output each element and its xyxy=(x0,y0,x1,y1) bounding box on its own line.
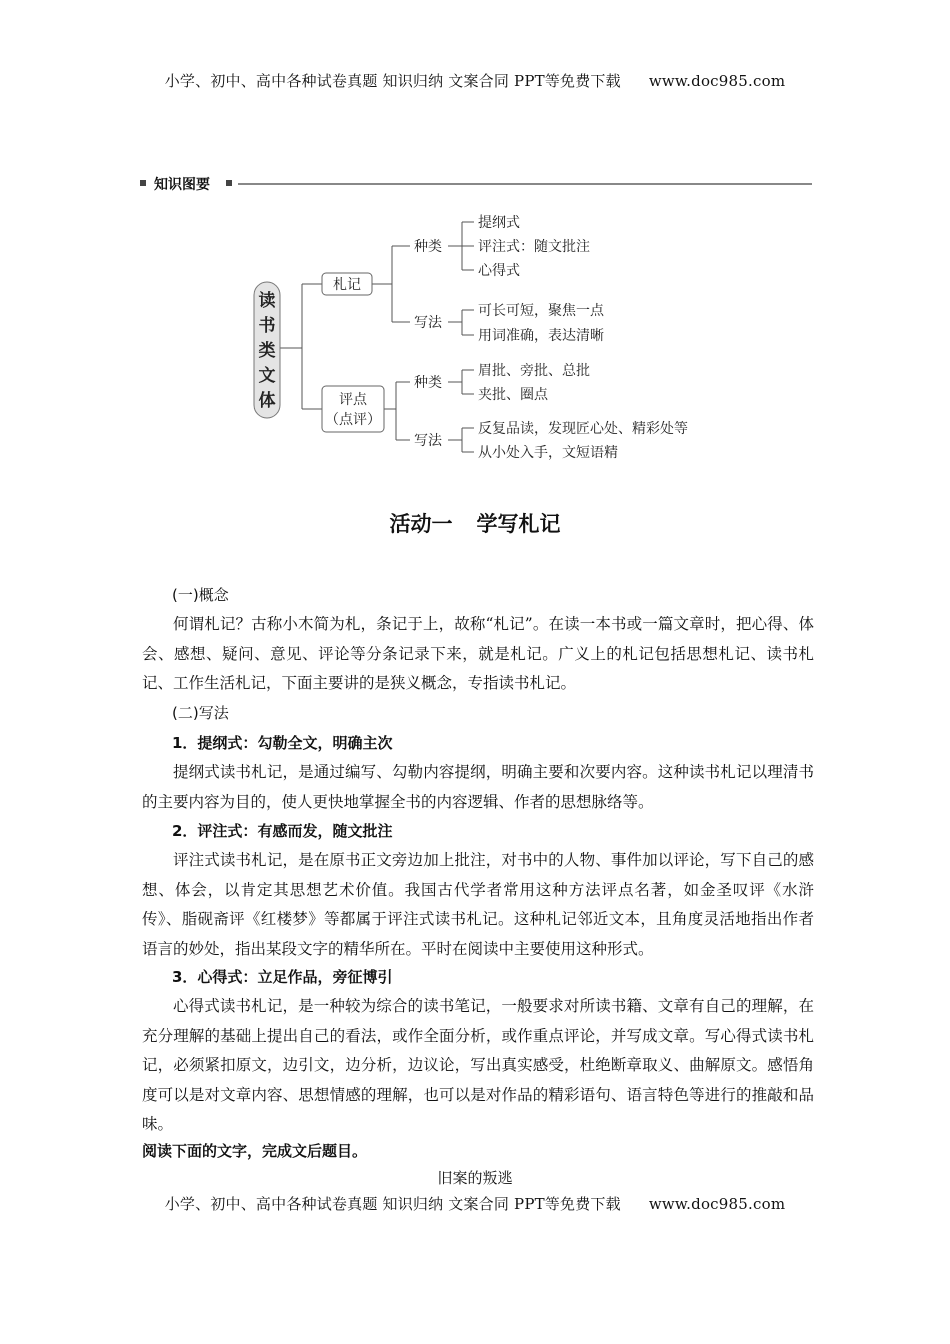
method-paragraph: 评注式读书札记，是在原书正文旁边加上批注，对书中的人物、事件加以评论，写下自己的感想、体会，以肯定其思想艺术价值。我国古代学者常用这种方法评点名著，如金圣叹评《水浒传》、脂砚斋评《红楼梦》等都属于评注式读书札记。这种札记邻近文本，且角度灵活地指出作者语言的妙处，指出某段文字的精华所在。平时在阅读中主要使用这种形式。 xyxy=(142,851,814,958)
root-char: 类 xyxy=(258,341,276,361)
methods-heading: (二)写法 xyxy=(172,704,229,722)
footer-text: 小学、初中、高中各种试卷真题 知识归纳 文案合同 PPT等免费下载 xyxy=(164,1195,621,1213)
activity-title xyxy=(0,508,950,538)
header-url[interactable]: www.doc985.com xyxy=(648,72,786,90)
activity-name: 学写札记 xyxy=(476,512,561,536)
leaf-item: 可长可短，聚焦一点 xyxy=(478,303,604,319)
zhaji-methods-label: 写法 xyxy=(414,315,442,331)
method-paragraph: 提纲式读书札记，是通过编写、勾勒内容提纲，明确主要和次要内容。这种读书札记以理清书的主要内容为目的，使人更快地掌握全书的内容逻辑、作者的思想脉络等。 xyxy=(142,763,814,811)
section-label: 知识图要 xyxy=(154,177,210,193)
header-text: 小学、初中、高中各种试卷真题 知识归纳 文案合同 PPT等免费下载 xyxy=(164,72,621,90)
leaf-item: 心得式 xyxy=(478,263,520,279)
root-char: 体 xyxy=(258,391,276,411)
leaf-item: 从小处入手，文短语精 xyxy=(478,445,618,461)
page-footer xyxy=(0,1193,950,1214)
leaf-item: 反复品读，发现匠心处、精彩处等 xyxy=(478,421,688,437)
concept-paragraph: 何谓札记？古称小木简为札，条记于上，故称“札记”。在读一本书或一篇文章时，把心得、体会、感想、疑问、意见、评论等分条记录下来，就是札记。广义上的札记包括思想札记、读书札记、工作生活札记，下面主要讲的是狭义概念，专指读书札记。 xyxy=(142,615,814,692)
root-char: 书 xyxy=(258,316,276,336)
zhaji-label: 札记 xyxy=(333,277,361,293)
pingdian-kinds-label: 种类 xyxy=(414,375,442,391)
method-paragraph: 心得式读书札记，是一种较为综合的读书笔记，一般要求对所读书籍、文章有自己的理解，在充分理解的基础上提出自己的看法，或作全面分析，或作重点评论，并写成文章。写心得式读书札记，必须紧扣原文，边引文，边分析，边议论，写出真实感受，杜绝断章取义、曲解原文。感悟角度可以是对文章内容、思想情感的理解，也可以是对作品的精彩语句、语言特色等进行的推敲和品味。 xyxy=(142,997,814,1133)
activity-label: 活动一 xyxy=(389,512,453,536)
knowledge-mindmap xyxy=(0,0,950,480)
pingdian-methods-label: 写法 xyxy=(414,433,442,449)
footer-url[interactable]: www.doc985.com xyxy=(648,1195,786,1213)
pingdian-label: 评点 xyxy=(339,392,367,408)
leaf-item: 提纲式 xyxy=(478,215,520,231)
zhaji-kinds-label: 种类 xyxy=(414,239,442,255)
concept-heading: (一)概念 xyxy=(172,586,229,604)
leaf-item: 用词准确，表达清晰 xyxy=(478,328,604,344)
method-title: 3．心得式：立足作品，旁征博引 xyxy=(172,968,393,986)
leaf-item: 评注式：随文批注 xyxy=(478,239,590,255)
root-char: 读 xyxy=(258,291,276,311)
root-char: 文 xyxy=(258,366,276,386)
leaf-item: 夹批、圈点 xyxy=(478,387,548,403)
method-title: 1．提纲式：勾勒全文，明确主次 xyxy=(172,734,393,752)
leaf-item: 眉批、旁批、总批 xyxy=(478,363,590,379)
reading-instruction: 阅读下面的文字，完成文后题目。 xyxy=(142,1142,368,1160)
pingdian-sublabel: （点评） xyxy=(325,412,381,428)
reading-title: 旧案的叛逃 xyxy=(437,1169,513,1187)
method-title: 2．评注式：有感而发，随文批注 xyxy=(172,822,393,840)
